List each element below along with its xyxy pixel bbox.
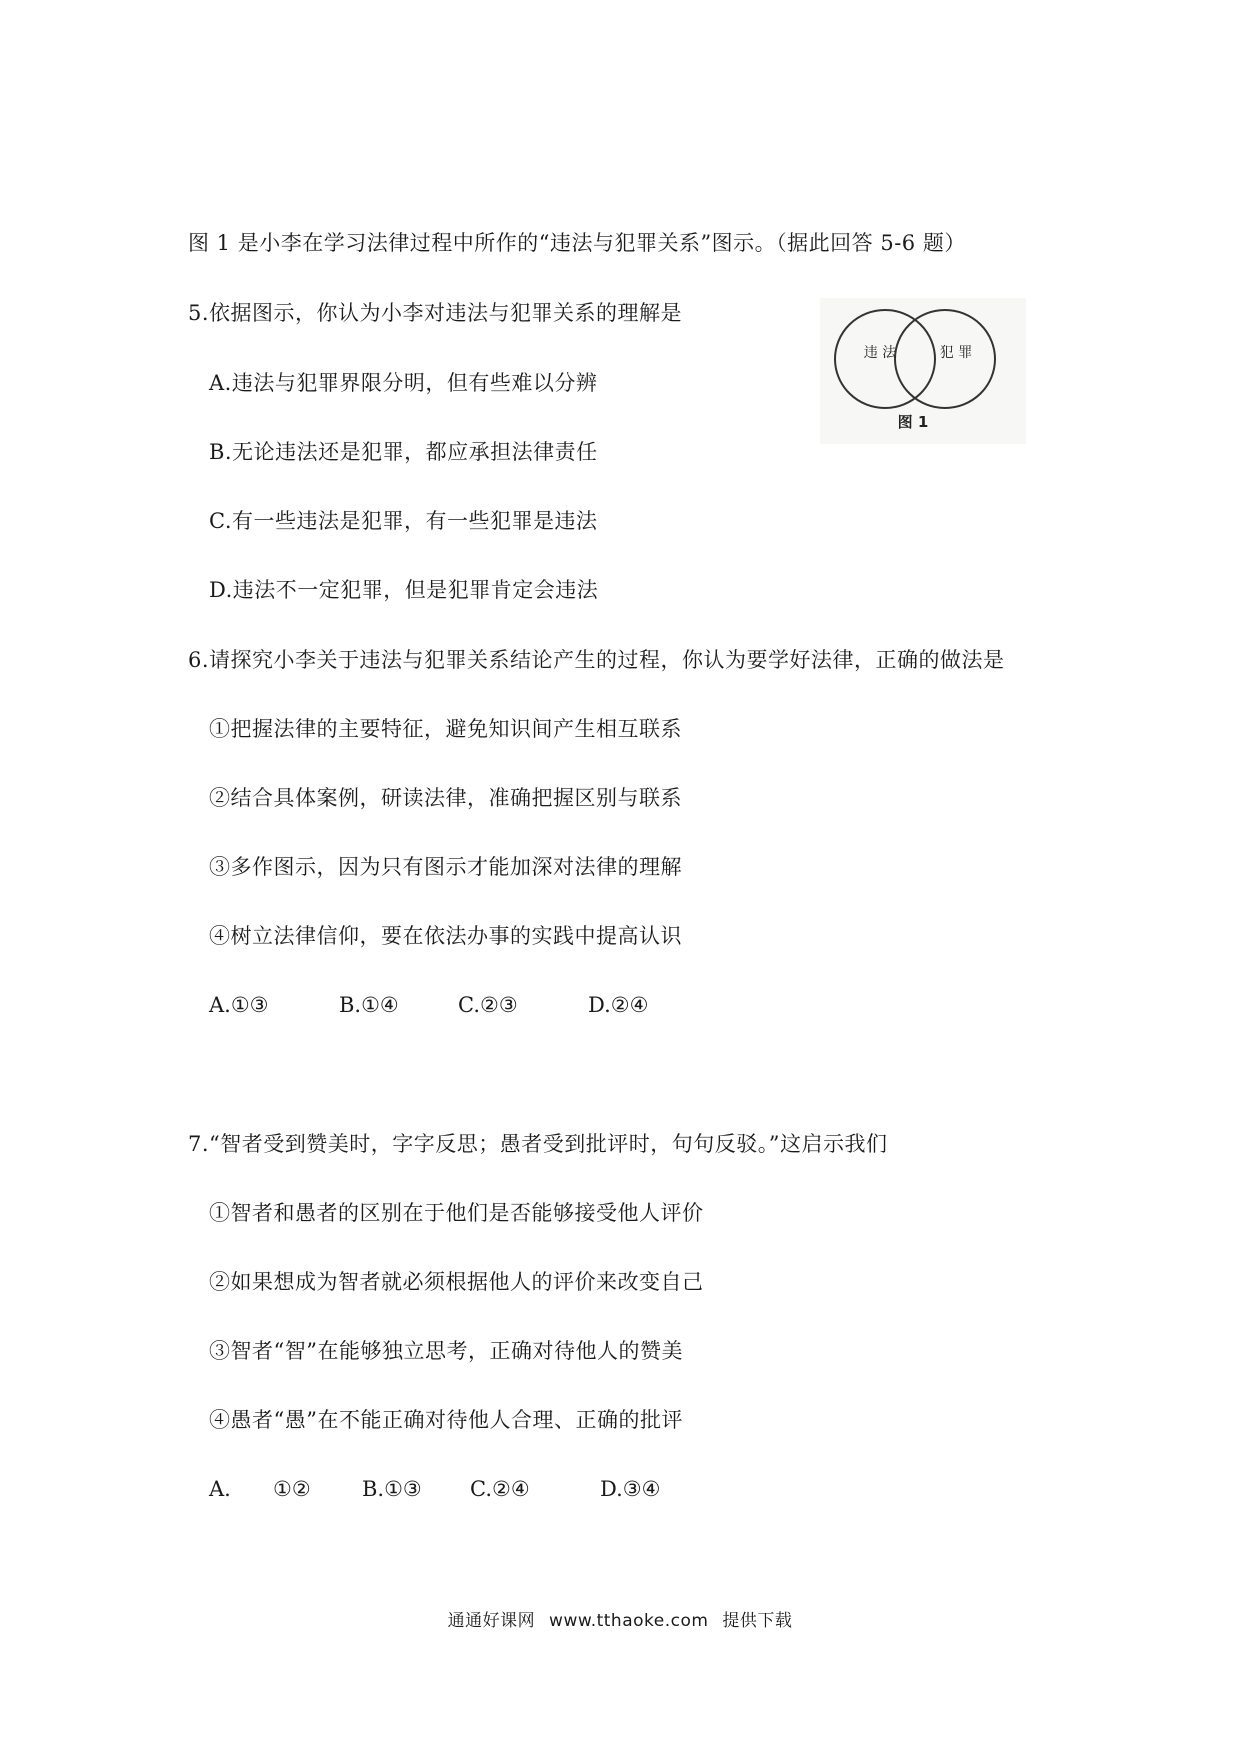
figure-caption: 图 1 bbox=[897, 413, 929, 431]
footer-site-name: 通通好课网 bbox=[447, 1611, 536, 1631]
question-5-option-d: D.违法不一定犯罪，但是犯罪肯定会违法 bbox=[209, 578, 599, 602]
question-6-choice-d: D.②④ bbox=[588, 993, 649, 1017]
question-6-choice-a: A.①③ bbox=[209, 993, 269, 1017]
question-6-statement-4: ④树立法律信仰，要在依法办事的实践中提高认识 bbox=[209, 924, 682, 948]
question-7-choice-d: D.③④ bbox=[600, 1477, 661, 1501]
question-7-stem: 7.“智者受到赞美时，字字反思；愚者受到批评时，句句反驳。”这启示我们 bbox=[188, 1132, 888, 1156]
question-7-choice-a: A. bbox=[209, 1477, 231, 1501]
crime-label: 犯 罪 bbox=[939, 345, 973, 361]
question-7-statement-1: ①智者和愚者的区别在于他们是否能够接受他人评价 bbox=[209, 1201, 704, 1225]
intro-text: 图 1 是小李在学习法律过程中所作的“违法与犯罪关系”图示。（据此回答 5-6 题） bbox=[188, 231, 966, 255]
question-5-option-c: C.有一些违法是犯罪，有一些犯罪是违法 bbox=[209, 509, 598, 533]
question-6-choice-b: B.①④ bbox=[339, 993, 399, 1017]
question-7-statement-4: ④愚者“愚”在不能正确对待他人合理、正确的批评 bbox=[209, 1408, 683, 1432]
question-7-choice-c: C.②④ bbox=[470, 1477, 530, 1501]
question-6-statement-2: ②结合具体案例，研读法律，准确把握区别与联系 bbox=[209, 786, 682, 810]
question-7-statement-2: ②如果想成为智者就必须根据他人的评价来改变自己 bbox=[209, 1270, 704, 1294]
question-5-option-a: A.违法与犯罪界限分明，但有些难以分辨 bbox=[209, 371, 598, 395]
question-7-choice-a-value: ①② bbox=[273, 1477, 311, 1501]
footer-note: 提供下载 bbox=[722, 1611, 793, 1631]
question-5-stem: 5.依据图示，你认为小李对违法与犯罪关系的理解是 bbox=[188, 301, 683, 325]
violation-label: 违 法 bbox=[863, 345, 897, 361]
venn-diagram-figure bbox=[820, 298, 1026, 444]
question-6-stem: 6.请探究小李关于违法与犯罪关系结论产生的过程，你认为要学好法律，正确的做法是 bbox=[188, 648, 1005, 672]
venn-diagram bbox=[820, 298, 1026, 444]
footer-url-link[interactable]: www.tthaoke.com bbox=[549, 1611, 709, 1631]
page-footer bbox=[0, 1606, 1240, 1631]
question-7-statement-3: ③智者“智”在能够独立思考，正确对待他人的赞美 bbox=[209, 1339, 683, 1363]
question-7-choice-b: B.①③ bbox=[362, 1477, 422, 1501]
question-5-option-b: B.无论违法还是犯罪，都应承担法律责任 bbox=[209, 440, 598, 464]
question-6-statement-1: ①把握法律的主要特征，避免知识间产生相互联系 bbox=[209, 717, 682, 741]
question-6-choice-c: C.②③ bbox=[458, 993, 518, 1017]
question-6-statement-3: ③多作图示，因为只有图示才能加深对法律的理解 bbox=[209, 855, 682, 879]
